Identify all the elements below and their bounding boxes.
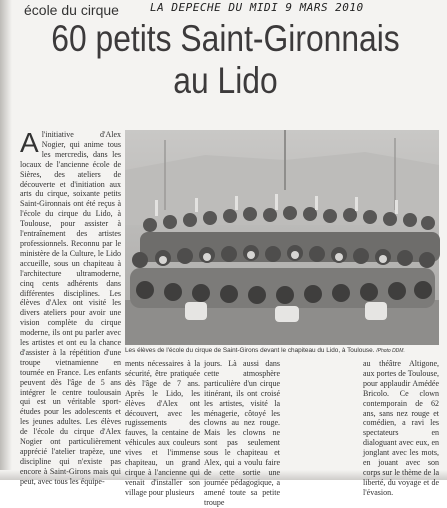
article-column-1 <box>20 127 121 486</box>
article-column-3: jours. Là aussi dans cette atmosphère particulière d'un cirque itinérant, ils ont croisé les artistes, visité la ménagerie, côtoyé les clowns au nez rouge. Mais les clowns ne sont pas seulement sous le chapiteau et Alex, qui a voulu faire de cette sortie une journée pédagogique, a amené toute sa petite troupe <box>204 359 280 507</box>
article-column-4 <box>284 359 359 459</box>
photo-caption-text: Les élèves de l'école du cirque de Saint-Girons devant le chapiteau du Lido, à Toulouse. <box>125 347 375 354</box>
group-photo <box>125 130 439 345</box>
scan-edge-shadow <box>0 0 12 480</box>
article-column-1-text: l'initiative d'Alex Nogier, qui anime tous les mercredis, dans les locaux de l'ancienne école de Sières, des ateliers de découverte et d'initiation aux arts du cirque, soixante petits Saint-Gironnais ont été reçus à l'école du cirque du Lido, à Toulouse, pour assister à l'entraînement des artistes professionnels. Reconnu par le ministère de la Culture, le Lido accueille, sous un chapiteau à l'architecture ultramoderne, cinq cents adhérents dans différentes disciplines. Les élèves d'Alex ont visité les divers ateliers pour avoir une vision complète du cirque moderne, ils ont pu parler avec les artistes et ont eu la chance d'assister à la répétition d'une troupe vietnamienne en tournée en France. Les enfants peuvent dès l'âge de 5 ans intégrer le centre toulousain qui est un véritable sport-études pour les adolescents et les jeunes adultes. Les élèves de l'école du cirque d'Alex Nogier ont particulièrement apprécié l'atelier trapèze, une discipline qui n'existe pas encore à Saint-Girons mais qui peut, avec tous les équipe- <box>20 130 121 486</box>
section-label: école du cirque <box>24 2 119 18</box>
photo-caption <box>125 347 439 355</box>
photo-credit: /Photo DDM. <box>376 348 405 354</box>
drop-cap: A <box>20 127 39 158</box>
article-column-5: au théâtre Altigone, aux portes de Toulouse, pour applaudir Amédée Bricolo. Ce clown contemporain de 62 ans, sans nez rouge et comédien, a ravi les spectateurs en dialoguant avec eux, en jonglant avec les mots, en jouant avec son corps sur le thème de la liberté, du voyage et de l'évasion. <box>363 359 439 497</box>
handwritten-source-note: LA DEPECHE DU MIDI 9 MARS 2010 <box>150 1 364 14</box>
article-headline: 60 petits Saint-Gironnais au Lido <box>51 18 400 101</box>
article-column-2: ments nécessaires à la sécurité, être pratiquée dès l'âge de 7 ans. Après le Lido, les élèves d'Alex ont découvert, avec les rugissements des fauves, la centaine de véhicules aux couleurs vives et l'immense chapiteau, un grand cirque à l'ancienne qui venait d'installer son village pour plusieurs <box>125 359 200 497</box>
group-photo-image <box>125 130 439 345</box>
